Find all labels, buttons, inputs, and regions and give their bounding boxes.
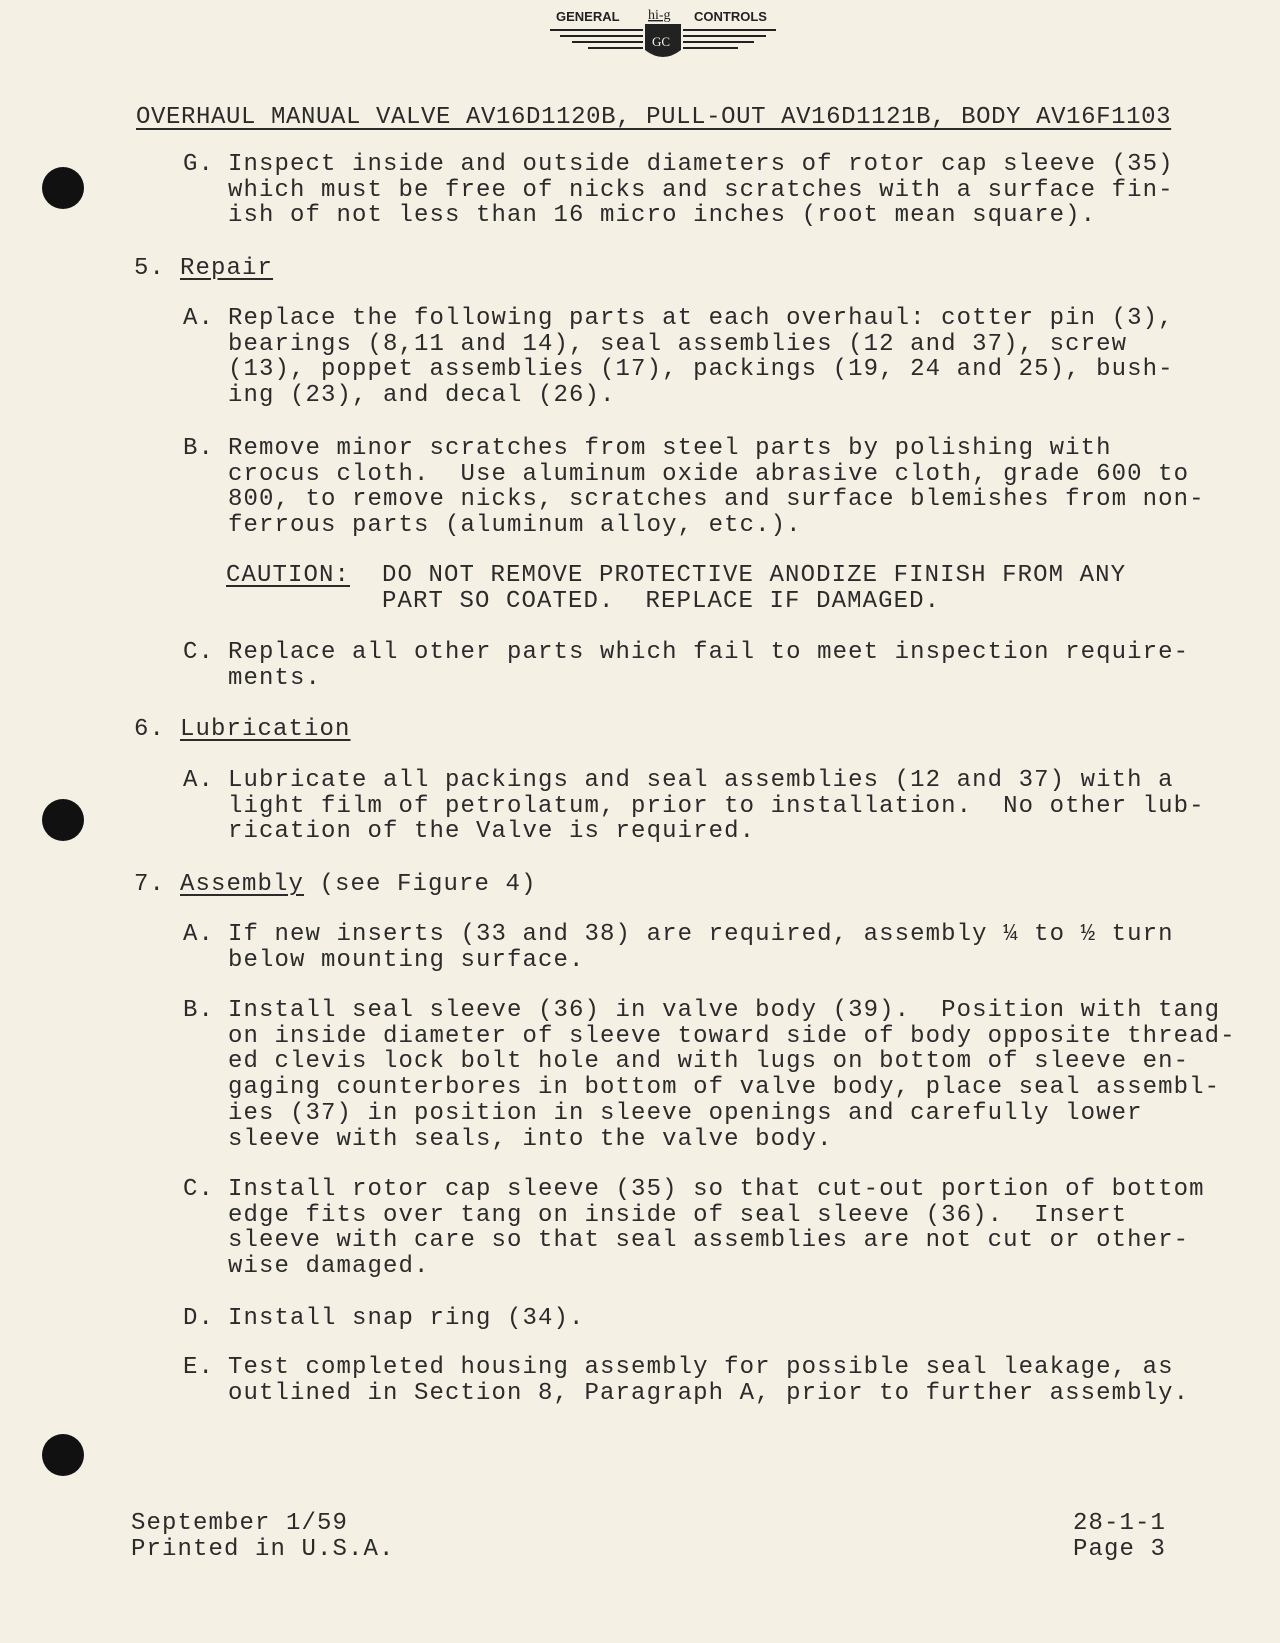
footer-page-number: Page 3 bbox=[1072, 1536, 1166, 1563]
punch-hole bbox=[42, 167, 84, 209]
item-text-line: Install rotor cap sleeve (35) so that cut-out portion of bottom bbox=[228, 1176, 1205, 1203]
item-text-line: ments. bbox=[228, 664, 322, 692]
footer-doc-number: 28-1-1 bbox=[1072, 1510, 1166, 1537]
item-text-line: light film of petrolatum, prior to installation. No other lub- bbox=[228, 792, 1205, 820]
item-text-line: which must be free of nicks and scratches with a surface fin- bbox=[228, 176, 1174, 204]
svg-text:GC: GC bbox=[652, 34, 671, 49]
item-text-line: 800, to remove nicks, scratches and surface blemishes from non- bbox=[228, 486, 1205, 514]
section-heading: Repair bbox=[180, 255, 274, 282]
item-label: A. bbox=[183, 767, 215, 794]
item-text-line: Install snap ring (34). bbox=[228, 1305, 585, 1332]
item-text-line: below mounting surface. bbox=[228, 946, 585, 974]
section-heading bbox=[180, 872, 537, 898]
svg-text:GENERAL: GENERAL bbox=[556, 9, 620, 24]
caution-label: CAUTION: bbox=[226, 562, 351, 589]
item-text-line: (13), poppet assemblies (17), packings (19, 24 and 25), bush- bbox=[228, 356, 1174, 384]
section-heading: Lubrication bbox=[180, 716, 351, 743]
item-text-line: edge fits over tang on inside of seal sleeve (36). Insert bbox=[228, 1201, 1128, 1229]
item-text-line: ferrous parts (aluminum alloy, etc.). bbox=[228, 512, 802, 540]
item-label: C. bbox=[183, 639, 215, 666]
item-text-line: outlined in Section 8, Paragraph A, prior to further assembly. bbox=[228, 1379, 1190, 1407]
item-label: B. bbox=[183, 435, 215, 462]
punch-hole bbox=[42, 799, 84, 841]
item-text-line: Remove minor scratches from steel parts by polishing with bbox=[228, 435, 1112, 462]
item-text-line: crocus cloth. Use aluminum oxide abrasive cloth, grade 600 to bbox=[228, 460, 1190, 488]
item-label: C. bbox=[183, 1176, 215, 1203]
section-number: 6. bbox=[134, 716, 166, 743]
punch-hole bbox=[42, 1434, 84, 1476]
item-text-line: Replace all other parts which fail to meet inspection require- bbox=[228, 639, 1190, 666]
item-label: E. bbox=[183, 1354, 215, 1381]
section-number: 7. bbox=[134, 871, 166, 898]
item-text-line: on inside diameter of sleeve toward side of body opposite thread- bbox=[228, 1022, 1236, 1050]
item-text-line: Test completed housing assembly for possible seal leakage, as bbox=[228, 1354, 1174, 1381]
item-text-line: sleeve with seals, into the valve body. bbox=[228, 1125, 833, 1153]
item-label: A. bbox=[183, 305, 215, 332]
item-text-line: ing (23), and decal (26). bbox=[228, 382, 616, 410]
item-text-line: bearings (8,11 and 14), seal assemblies (12 and 37), screw bbox=[228, 330, 1128, 358]
item-label: G. bbox=[183, 151, 215, 178]
item-text-line: If new inserts (33 and 38) are required, assembly ¼ to ½ turn bbox=[228, 921, 1174, 948]
item-text-line: Inspect inside and outside diameters of rotor cap sleeve (35) bbox=[228, 151, 1174, 178]
caution-text-line: DO NOT REMOVE PROTECTIVE ANODIZE FINISH FROM ANY bbox=[382, 562, 1127, 589]
item-text-line: ed clevis lock bolt hole and with lugs on bottom of sleeve en- bbox=[228, 1048, 1190, 1076]
item-text-line: ies (37) in position in sleeve openings and carefully lower bbox=[228, 1099, 1143, 1127]
item-text-line: Lubricate all packings and seal assemblies (12 and 37) with a bbox=[228, 767, 1174, 794]
general-controls-logo bbox=[548, 2, 778, 66]
item-text-line: wise damaged. bbox=[228, 1253, 430, 1281]
item-text-line: ish of not less than 16 micro inches (root mean square). bbox=[228, 202, 1097, 230]
item-text-line: gaging counterbores in bottom of valve body, place seal assembl- bbox=[228, 1074, 1221, 1102]
svg-text:CONTROLS: CONTROLS bbox=[694, 9, 767, 24]
caution-text-line: PART SO COATED. REPLACE IF DAMAGED. bbox=[382, 587, 941, 615]
item-label: D. bbox=[183, 1305, 215, 1332]
item-label: B. bbox=[183, 997, 215, 1024]
section-heading-text: Assembly bbox=[180, 871, 305, 898]
item-label: A. bbox=[183, 921, 215, 948]
item-text-line: Replace the following parts at each overhaul: cotter pin (3), bbox=[228, 305, 1174, 332]
section-heading-suffix: (see Figure 4) bbox=[304, 871, 537, 898]
document-title: OVERHAUL MANUAL VALVE AV16D1120B, PULL-OUT AV16D1121B, BODY AV16F1103 bbox=[136, 104, 1172, 131]
item-text-line: sleeve with care so that seal assemblies are not cut or other- bbox=[228, 1227, 1190, 1255]
footer-date: September 1/59 bbox=[131, 1510, 349, 1537]
section-number: 5. bbox=[134, 255, 166, 282]
item-text-line: rication of the Valve is required. bbox=[228, 818, 756, 846]
footer-printed: Printed in U.S.A. bbox=[131, 1536, 395, 1563]
item-text-line: Install seal sleeve (36) in valve body (39). Position with tang bbox=[228, 997, 1221, 1024]
svg-text:hi-g: hi-g bbox=[648, 8, 671, 23]
